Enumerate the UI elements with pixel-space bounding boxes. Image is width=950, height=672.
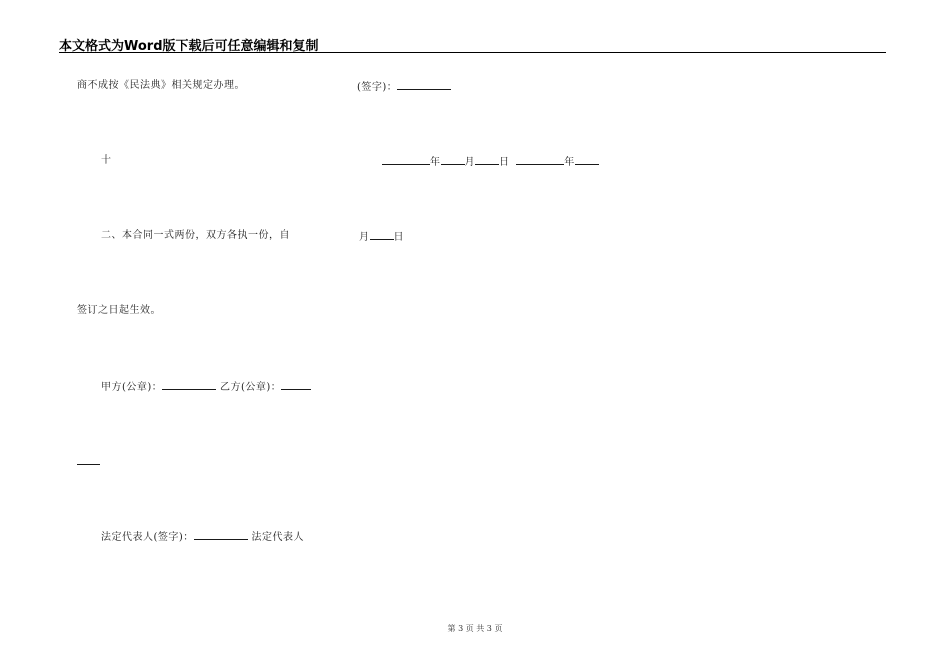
day-blank-2 — [370, 230, 394, 240]
clause-text-line-1: 商不成按《民法典》相关规定办理。 — [77, 80, 245, 91]
date-fields-row-2 — [359, 230, 404, 244]
month-label-2: 月 — [359, 232, 370, 243]
page-number-footer: 第 3 页 共 3 页 — [447, 624, 503, 633]
month-label: 月 — [464, 157, 475, 168]
day-blank — [475, 155, 499, 165]
legal-rep-a-blank — [194, 530, 248, 540]
signature-field-right — [357, 80, 451, 94]
party-seal-row — [101, 380, 311, 394]
year-blank-2 — [516, 155, 564, 165]
clause-two-text: 二、本合同一式两份，双方各执一份，自 — [101, 230, 290, 241]
document-header-title: 本文格式为Word版下载后可任意编辑和复制 — [59, 39, 319, 54]
continuation-blank-row — [77, 455, 100, 469]
legal-rep-b-label: 法定代表人 — [251, 532, 304, 543]
signature-label: (签字)： — [357, 82, 398, 93]
continuation-blank — [77, 455, 100, 465]
legal-rep-row — [101, 530, 304, 544]
legal-rep-a-label: 法定代表人(签字)： — [101, 532, 194, 543]
month-blank — [441, 155, 465, 165]
party-b-seal-label: 乙方(公章)： — [220, 382, 282, 393]
day-label-2: 日 — [393, 232, 404, 243]
year-blank — [382, 155, 430, 165]
party-b-seal-blank — [281, 380, 311, 390]
year-label: 年 — [430, 157, 441, 168]
year-label-2: 年 — [564, 157, 575, 168]
party-a-seal-blank — [162, 380, 216, 390]
party-a-seal-label: 甲方(公章)： — [101, 382, 163, 393]
trailing-blank — [575, 155, 599, 165]
clause-number-ten: 十 — [101, 155, 112, 166]
effective-clause-text: 签订之日起生效。 — [77, 305, 161, 316]
date-fields-row — [382, 155, 599, 169]
header-divider — [59, 52, 886, 53]
day-label: 日 — [499, 157, 510, 168]
signature-blank — [397, 80, 451, 90]
